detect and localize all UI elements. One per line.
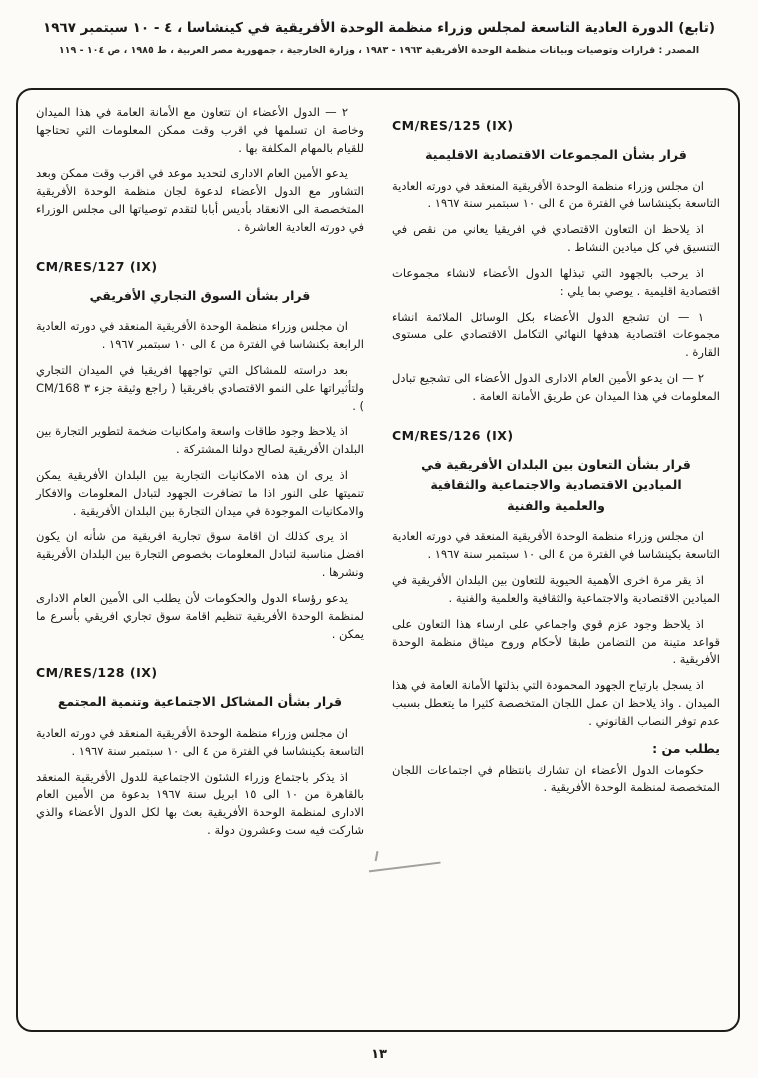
paragraph: حكومات الدول الأعضاء ان تشارك بانتظام في اجتماعات اللجان المتخصصة لمنظمة الوحدة الأفريقية . bbox=[392, 762, 720, 795]
resolution-number-127: CM/RES/127 (IX) bbox=[36, 258, 158, 274]
resolution-title-125: قرار بشأن المجموعات الاقتصادية الاقليمية bbox=[425, 147, 687, 162]
paragraph: اذ يرى كذلك ان اقامة سوق تجارية افريقية من شأنه ان يكون افضل مناسبة لتبادل المعلومات بخصوص التجارة بين البلدان الأفريقية ونشرها . bbox=[36, 529, 364, 580]
resolution-title-128: قرار بشأن المشاكل الاجتماعية وتنمية المجتمع bbox=[57, 694, 343, 710]
resolution-number-128: CM/RES/128 (IX) bbox=[36, 665, 158, 681]
paragraph: اذ يسجل بارتياح الجهود المحمودة التي بذلتها الأمانة العامة في هذا الميدان . واذ يلاحظ ان عمل اللجان المتخصصة كثيرا ما يتعطل بسبب عدم توفر النصاب القانوني . bbox=[392, 678, 720, 728]
page-number: ١٣ bbox=[371, 1047, 387, 1062]
paragraph: اذ يرحب بالجهود التي تبذلها الدول الأعضاء لانشاء مجموعات اقتصادية اقليمية . يوصي بما يلي : bbox=[392, 265, 720, 298]
resolution-title-126: قرار بشأن التعاون بين البلدان الأفريقية في الميادين الاقتصادية والاجتماعية والثقافية والعلمية والفنية bbox=[421, 456, 691, 513]
resolution-number-126: CM/RES/126 (IX) bbox=[392, 427, 514, 443]
paragraph: اذ يلاحظ وجود عزم قوي واجماعي على ارساء هذا التعاون على قواعد متينة من التضامن طبقا لأحكام وروح ميثاق منظمة الوحدة الأفريقية . bbox=[392, 616, 720, 667]
request-label: يطلب من : bbox=[652, 740, 720, 756]
content-border-box bbox=[16, 88, 740, 1032]
paragraph: ان مجلس وزراء منظمة الوحدة الأفريقية المنعقد في دورته العادية التاسعة بكينشاسا في الفترة من ٤ الى ١٠ سبتمبر سنة ١٩٦٧ . bbox=[392, 529, 720, 562]
paragraph: ٢ — ان يدعو الأمين العام الادارى الدول الأعضاء الى تشجيع تبادل المعلومات في هذا الميدان عن طريق الأمانة العامة . bbox=[392, 370, 720, 403]
paragraph: اذ يذكر باجتماع وزراء الشئون الاجتماعية للدول الأفريقية المنعقد بالقاهرة من ١٠ الى ١٥ ابريل سنة ١٩٦٧ بدعوة من الأمين العام الادارى لمنظمة الوحدة الأفريقية بعث بها لكل الدول الأعضاء والذي شاركت فيه ست وعشرون دولة . bbox=[36, 769, 364, 837]
source-line: المصدر : قرارات وتوصيات وبيانات منظمة الوحدة الأفريقية ١٩٦٣ - ١٩٨٣ ، وزارة الخارجية ، جمهورية مصر العربية ، ط ١٩٨٥ ، ص ١٠٤ - ١١٩ bbox=[58, 45, 700, 57]
two-column-layout bbox=[36, 104, 720, 1020]
left-column bbox=[36, 104, 364, 1020]
paragraph: يدعو الأمين العام الادارى لتحديد موعد في اقرب وقت ممكن وبعد التشاور مع الدول الأعضاء لدعوة لجان منظمة الوحدة الأفريقية المتخصصة الى الانعقاد بأديس أبابا لتقدم توصياتها الى مجلس الوزراء في دورته العادية العاشرة . bbox=[36, 166, 364, 234]
paragraph: اذ يلاحظ وجود طاقات واسعة وامكانيات ضخمة لتطوير التجارة بين البلدان الأفريقية لصالح دولنا المشتركة . bbox=[36, 424, 364, 457]
paragraph: يدعو رؤساء الدول والحكومات لأن يطلب الى الأمين العام الادارى لمنظمة الوحدة الأفريقية تنظيم اقامة سوق تجاري افريقي بأسرع ما يمكن . bbox=[36, 590, 364, 641]
paragraph: ان مجلس وزراء منظمة الوحدة الأفريقية المنعقد في دورته العادية التاسعة بكينشاسا في الفترة من ٤ الى ١٠ سبتمبر سنة ١٩٦٧ . bbox=[36, 725, 364, 758]
paragraph: بعد دراسته للمشاكل التي تواجهها افريقيا في الميدان التجاري ولتأثيراتها على النمو الاقتصادي بافريقيا ( راجع وثيقة جزء ٣ CM/168 ) . bbox=[36, 362, 364, 413]
paragraph: ان مجلس وزراء منظمة الوحدة الأفريقية المنعقد في دورته العادية التاسعة بكينشاسا في الفترة من ٤ الى ١٠ سبتمبر سنة ١٩٦٧ . bbox=[392, 178, 720, 211]
paragraph: ٢ — الدول الأعضاء ان تتعاون مع الأمانة العامة في هذا الميدان وخاصة ان تسلمها في اقرب وقت ممكن المعلومات التي تحتاجها للقيام بالمهام المكلفة بها . bbox=[36, 105, 364, 155]
resolution-title-127: قرار بشأن السوق التجاري الأفريقي bbox=[89, 287, 311, 303]
page-header bbox=[0, 0, 758, 56]
paragraph: اذ يقر مرة اخرى الأهمية الحيوية للتعاون بين البلدان الأفريقية في الميادين الاقتصادية والاجتماعية والثقافية والعلمية والفنية . bbox=[392, 573, 720, 605]
header-title: (تابع) الدورة العادية التاسعة لمجلس وزراء منظمة الوحدة الأفريقية في كينشاسا ، ٤ - ١٠ سبتمبر ١٩٦٧ bbox=[43, 20, 715, 36]
paragraph: اذ يلاحظ ان التعاون الاقتصادي في افريقيا يعاني من نقص في التنسيق في كل ميادين النشاط . bbox=[392, 222, 720, 255]
paragraph: ١ — ان تشجع الدول الأعضاء بكل الوسائل الملائمة انشاء مجموعات اقتصادية هدفها النهائي التكامل الاقتصادي على مستوى القارة . bbox=[392, 309, 720, 360]
right-column bbox=[392, 104, 720, 1020]
paragraph: ان مجلس وزراء منظمة الوحدة الأفريقية المنعقد في دورته العادية الرابعة بكنشاسا في الفترة من ٤ الى ١٠ سبتمبر ١٩٦٧ . bbox=[36, 319, 364, 352]
paragraph: اذ يرى ان هذه الامكانيات التجارية بين البلدان الأفريقية يمكن تنميتها على النور اذا ما تضافرت الجهود لتبادل المعلومات والافكار والامكانيات الموجودة في ميدان التجارة بين البلدان الأفريقية . bbox=[36, 468, 364, 518]
resolution-number-125: CM/RES/125 (IX) bbox=[392, 118, 514, 133]
